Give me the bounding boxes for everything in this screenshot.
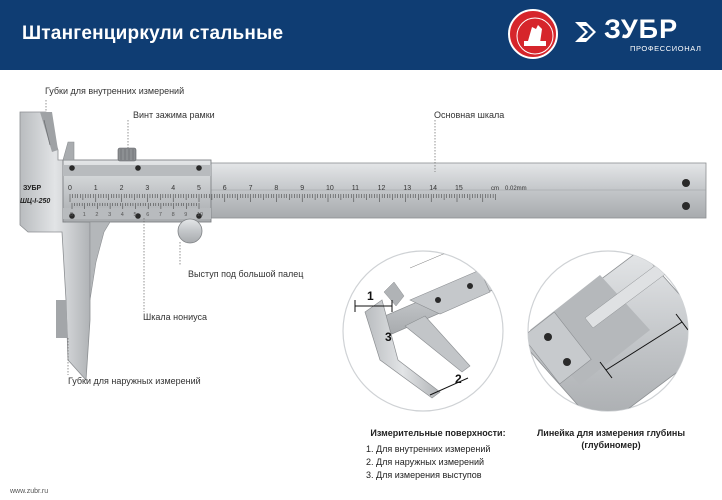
callout-outer-jaws: Губки для наружных измерений <box>68 376 201 386</box>
scale-number: 9 <box>300 185 305 192</box>
depth-caption <box>531 428 691 450</box>
scale-number: 13 <box>403 185 412 192</box>
callout-inner-jaws: Губки для внутренних измерений <box>45 86 185 96</box>
brand-subtitle: ПРОФЕССИОНАЛ <box>630 44 702 53</box>
callout-vernier: Шкала нониуса <box>143 312 208 322</box>
beam-screw <box>682 202 690 210</box>
caliper-model-mark: ШЦ-I-250 <box>20 198 51 205</box>
callout-thumb-rest: Выступ под большой палец <box>188 269 304 279</box>
surfaces-item: 3. Для измерения выступов <box>366 470 482 480</box>
vernier-number: 4 <box>120 212 124 218</box>
scale-number: 0 <box>68 185 72 192</box>
scale-number: 5 <box>197 185 201 192</box>
callout-main-scale: Основная шкала <box>434 110 505 120</box>
scale-number: 7 <box>248 185 253 192</box>
scale-number: 1 <box>93 185 98 192</box>
scale-number: 14 <box>429 185 437 192</box>
scale-unit: cm <box>491 186 499 192</box>
beam-screw <box>682 179 690 187</box>
callout-clamp-screw: Винт зажима рамки <box>133 110 215 120</box>
scale-number: 4 <box>171 185 176 192</box>
vernier-number: 7 <box>158 212 162 218</box>
scale-number: 10 <box>326 185 334 192</box>
scale-number: 8 <box>274 185 279 192</box>
scale-number: 6 <box>222 185 227 192</box>
footer-url: www.zubr.ru <box>10 488 49 495</box>
surfaces-item: 2. Для наружных измерений <box>366 457 485 467</box>
surfaces-title: Измерительные поверхности: <box>370 428 506 438</box>
depth-title: Линейка для измерения глубины <box>536 428 686 438</box>
scale-number: 15 <box>455 185 463 192</box>
vernier-number: 9 <box>184 212 188 218</box>
vernier-number: 6 <box>146 212 150 218</box>
surfaces-list <box>358 443 518 482</box>
scale-precision: 0.02mm <box>505 186 527 192</box>
surfaces-caption <box>358 428 518 482</box>
page-title: Штангенциркули стальные <box>22 23 284 44</box>
vernier-number: 0 <box>70 212 74 218</box>
scale-number: 12 <box>377 185 386 192</box>
clamp-screw <box>118 148 136 161</box>
scale-number: 2 <box>119 185 124 192</box>
vernier-number: 3 <box>108 212 112 218</box>
brand-word: ЗУБР <box>604 14 679 44</box>
vernier-number: 1 <box>82 212 86 218</box>
depth-subtitle: (глубиномер) <box>581 440 641 450</box>
surfaces-item: 1. Для внутренних измерений <box>366 444 491 454</box>
vernier-number: 8 <box>171 212 175 218</box>
scale-number: 11 <box>351 185 360 192</box>
marker-2: 2 <box>455 372 462 386</box>
marker-3: 3 <box>385 330 392 344</box>
vernier-number: 2 <box>95 212 99 218</box>
marker-1: 1 <box>367 289 374 303</box>
caliper-brand-mark: ЗУБР <box>23 185 42 192</box>
thumb-rest <box>178 219 202 243</box>
scale-number: 3 <box>145 185 150 192</box>
vernier-number: 5 <box>133 212 137 218</box>
fixed-jaw <box>20 112 90 380</box>
vernier-number: 10 <box>197 212 204 218</box>
